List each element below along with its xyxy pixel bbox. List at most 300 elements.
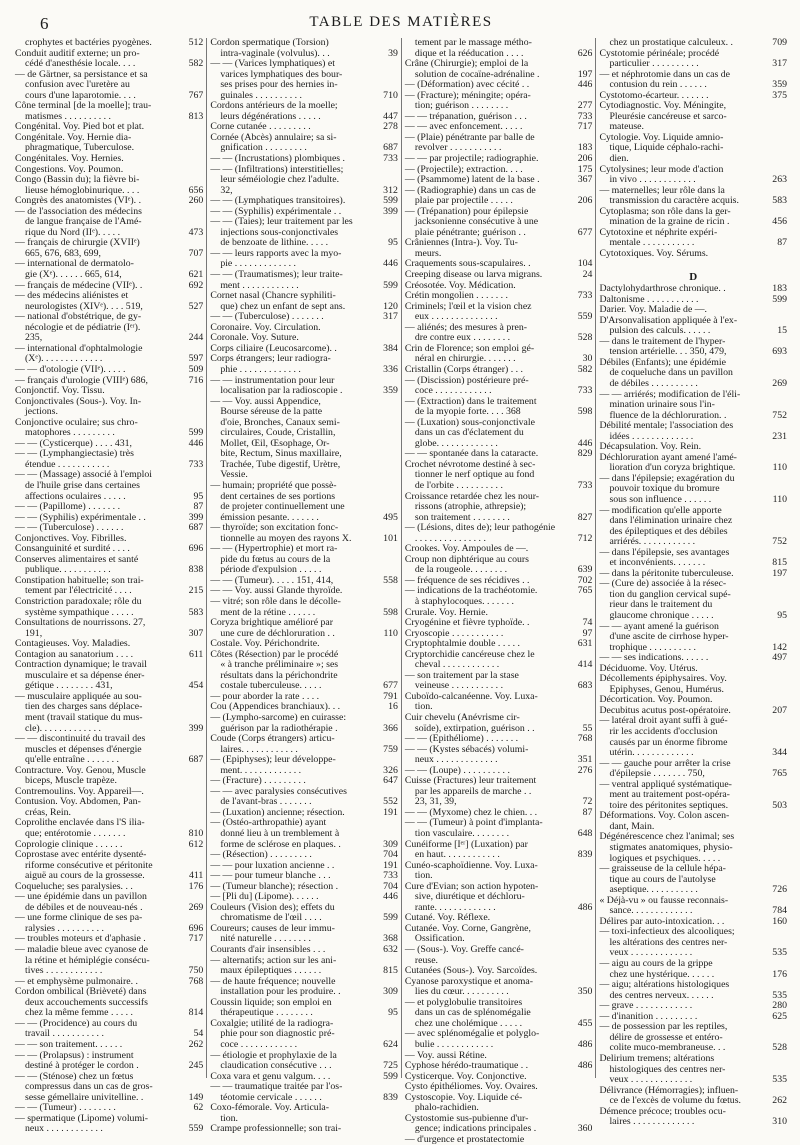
page-ref: 717	[188, 933, 204, 945]
entry-text: donné lieu à un tremblement à	[220, 828, 340, 840]
entry-text: localisation par la radioscopie .	[220, 385, 343, 397]
entry-text: dans l'élimination urinaire chez	[609, 515, 733, 527]
entry-text: Dactylohydarthrose chronique. .	[599, 283, 726, 295]
page-ref: 750	[188, 965, 204, 977]
page-ref: 367	[577, 174, 593, 186]
entry-text: Cytolysines; leur mode d'action	[599, 163, 724, 175]
entry-text: de l'orbite . . . . . . . . . .	[414, 479, 503, 491]
entry-text: de la rougeole. . . . . . . .	[414, 564, 508, 576]
entry-text: arriérés. . . . . . . . . . . .	[609, 536, 696, 548]
entry-text: 23, 31, 39,	[414, 796, 457, 808]
page-ref: 611	[188, 648, 204, 660]
page-ref: 366	[383, 722, 398, 734]
index-entry	[210, 1103, 398, 1114]
entry-text: Cystoscopie. Voy. Liquide cé-	[404, 1091, 523, 1103]
entry-text: Contusion. Voy. Abdomen, Pan-	[15, 796, 141, 808]
entry-text: veux . . . . . . . . . . . . .	[609, 1074, 693, 1086]
entry-text: Cuisse (Fractures) leur traitement	[404, 775, 537, 787]
entry-text: — grave . . . . . . . . . . . .	[599, 1000, 693, 1012]
page-ref: 245	[188, 1060, 204, 1072]
page-ref: 632	[383, 944, 398, 956]
page-ref: 612	[188, 838, 204, 850]
entry-text: Contraction dynamique; le travail	[15, 659, 147, 671]
page-ref: 309	[383, 986, 398, 998]
entry-text: Conjonctives. Voy. Fibrilles.	[15, 532, 127, 544]
entry-text: — musculaire appliquée au sou-	[15, 690, 142, 702]
entry-text: — indications de la trachéotomie.	[404, 585, 538, 597]
entry-text: une cure de déchloruration . .	[220, 627, 335, 639]
entry-text: — étiologie et prophylaxie de la	[210, 1049, 337, 1061]
page-ref: 269	[772, 377, 787, 389]
entry-text: Cytologie. Voy. Liquide amnio-	[599, 131, 724, 143]
page-ref: 446	[383, 258, 398, 270]
entry-text: Cystostomie sus-pubienne d'ur-	[404, 1112, 529, 1124]
page-ref: 829	[577, 448, 593, 460]
entry-text: Cutané. Voy. Réflexe.	[404, 912, 491, 924]
entry-text: — pour aborder la rate . . . .	[210, 690, 320, 702]
entry-text: Côtes (Résection) par le procédé	[210, 648, 339, 660]
page-ref: 120	[383, 300, 398, 312]
entry-text: — de haute fréquence; nouvelle	[210, 975, 336, 987]
index-entry	[405, 692, 593, 703]
entry-text: Coronale. Voy. Suture.	[210, 332, 299, 344]
page-ref: 759	[383, 743, 398, 755]
entry-text: — — (Epithéliome) . . . . . . .	[404, 733, 519, 745]
entry-text: téotomie cervicale . . . . . .	[220, 1091, 322, 1103]
entry-text: — — (Syphilis) expérimentale . .	[210, 205, 342, 217]
entry-text: coce . . . . . . . . . . . .	[220, 1038, 298, 1050]
entry-text: Cutanée. Voy. Corne, Gangrène,	[404, 922, 531, 934]
page-ref: 716	[188, 374, 204, 386]
entry-text: résultats dans la périchondrite	[220, 669, 338, 681]
entry-text: Cornet nasal (Chancre syphiliti-	[210, 290, 336, 302]
entry-text: — — (Myxome) chez le chien. . .	[404, 806, 538, 818]
entry-text: tension artérielle. . . 350, 479,	[609, 346, 727, 358]
page-ref: 350	[577, 986, 593, 998]
page-ref: 97	[582, 627, 593, 639]
entry-text: — aigu; altérations histologiques	[599, 979, 730, 991]
entry-text: globe. . . . . . . . . . . . .	[414, 437, 498, 449]
entry-text: mateuse.	[609, 121, 644, 133]
entry-text: — — traumatique traitée par l'os-	[210, 1081, 343, 1093]
entry-text: contusion du rein . . . . . .	[609, 79, 707, 91]
entry-text: idées . . . . . . . . . . . . .	[609, 430, 694, 442]
page-ref: 696	[188, 543, 204, 555]
entry-text: Crookes. Voy. Ampoules de —.	[404, 543, 529, 555]
page-ref: 486	[577, 1060, 593, 1072]
entry-text: Congrès des anatomistes (VIᵉ). .	[15, 195, 142, 207]
entry-text: eux . . . . . . . . . . . . . .	[414, 311, 498, 323]
entry-text: — — d'otologie (VIIᵉ). . . . .	[15, 363, 126, 375]
entry-text: Cône terminal [de la moelle]; trau-	[15, 100, 152, 112]
index-entry	[210, 1124, 398, 1135]
entry-text: — une épidémie dans un pavillon	[15, 891, 147, 903]
entry-text: soïde), extirpation, guérison . .	[414, 722, 535, 734]
page-ref: 768	[577, 733, 593, 745]
entry-text: Conjonctive oculaire; sus chro-	[15, 416, 138, 428]
entry-text: de projeter continuellement une	[220, 501, 345, 513]
entry-text: — (Discission) postérieure pré-	[404, 374, 529, 386]
page-ref: 647	[383, 775, 398, 787]
entry-text: matophores . . . . . . . . .	[25, 427, 115, 439]
page-ref: 599	[383, 279, 398, 291]
entry-text: dant, Main.	[609, 820, 655, 832]
entry-text: — de l'association des médecins	[15, 205, 142, 217]
page-ref: 838	[188, 564, 204, 576]
page-ref: 446	[577, 79, 593, 91]
entry-text: Cryogénine et fièvre typhoïde. .	[404, 617, 530, 629]
entry-text: — — (Varices lymphatiques) et	[210, 58, 335, 70]
entry-text: Cysticerque. Voy. Conjonctive.	[404, 1070, 527, 1082]
entry-text: période d'expulsion . . . . .	[220, 564, 322, 576]
entry-text: — aigu au cours de la grippe	[599, 958, 713, 970]
page-ref: 696	[188, 922, 204, 934]
page-ref: 733	[577, 110, 593, 122]
entry-text: dent certaines de ses portions	[220, 490, 336, 502]
entry-text: laires . . . . . . . . . . . . .	[609, 1116, 695, 1128]
entry-text: Couleurs (Vision des); effets du	[210, 901, 335, 913]
entry-text: Créosotée. Voy. Médication.	[404, 279, 516, 291]
page-ref: 509	[188, 363, 204, 375]
index-column-4	[595, 37, 790, 1128]
entry-text: chez un prostatique calculeux. .	[609, 37, 733, 48]
entry-text: aiguë au cours de la grossesse.	[25, 870, 145, 882]
entry-text: veineuse . . . . . . . . . . .	[414, 680, 504, 692]
entry-text: émission pesante. . . . . . .	[220, 511, 319, 523]
entry-text: — — gauche pour arrêter la crise	[599, 757, 731, 769]
page-ref: 599	[772, 293, 787, 305]
entry-text: — toxi-infectieux des alcooliques;	[599, 926, 735, 938]
entry-text: les altérations des centres ner-	[609, 936, 728, 948]
page-ref: 368	[383, 933, 398, 945]
entry-text: — — (Infiltrations) interstitielles;	[210, 163, 344, 175]
entry-text: Décapsulation. Voy. Rein.	[599, 441, 702, 453]
page-ref: 687	[188, 522, 204, 534]
page-ref: 768	[188, 975, 204, 987]
entry-text: neux . . . . . . . . . . . . .	[414, 754, 498, 766]
page-ref: 784	[772, 905, 787, 917]
entry-text: trophique . . . . . . . . . .	[609, 641, 696, 653]
entry-text: — français de médecine (VIIᵉ). .	[15, 279, 143, 291]
index-column-3	[401, 37, 596, 1145]
page-ref: 656	[188, 184, 204, 196]
page-ref: 269	[188, 901, 204, 913]
entry-text: — — (Lymphangiectasie) très	[15, 448, 134, 460]
entry-text: Mollet, Œil, Œsophage, Or-	[220, 437, 330, 449]
entry-text: Coude (Corps étrangers) articu-	[210, 733, 335, 745]
entry-text: logiques et psychiques. . . . .	[609, 852, 721, 864]
entry-text: Coprolithe enclavée dans l'S ilia-	[15, 817, 145, 829]
entry-text: dans un cas d'éclatement du	[414, 427, 524, 439]
page-ref: 197	[772, 567, 787, 579]
entry-text: Corne cutanée . . . . . . . . .	[210, 121, 311, 133]
entry-text: Congénitale. Voy. Hernie dia-	[15, 131, 132, 143]
entry-text: 191,	[25, 627, 43, 639]
page-ref: 307	[188, 627, 204, 639]
page-ref: 527	[188, 300, 204, 312]
page-ref: 183	[772, 283, 787, 295]
entry-text: sesse gémellaire univitelline. .	[25, 1091, 144, 1103]
entry-text: « Déjà-vu » ou fausse reconnais-	[599, 894, 729, 906]
entry-text: Délires par auto-intoxication. . .	[599, 915, 725, 927]
entry-text: Coxo-fémorale. Voy. Articula-	[210, 1102, 330, 1114]
entry-text: meurs.	[414, 247, 442, 259]
entry-text: Débilité mentale; l'association des	[599, 420, 734, 432]
entry-text: Criminels; l'œil et la vision chez	[404, 300, 532, 312]
entry-text: la rétine et hémiplégie consécu-	[25, 954, 150, 966]
entry-text: de benzoate de lithine. . . . .	[220, 237, 329, 249]
index-entry	[405, 1135, 593, 1145]
entry-text: injections sous-conjonctivales	[220, 226, 339, 238]
entry-text: confusion avec l'uretère au	[25, 79, 130, 91]
page-ref: 582	[577, 363, 593, 375]
page-ref: 399	[188, 722, 204, 734]
entry-text: Délivrance (Hémorragies); influen-	[599, 1084, 739, 1096]
entry-text: Delirium tremens; altérations	[599, 1052, 715, 1064]
page-ref: 375	[772, 89, 787, 101]
entry-text: Cyanose paroxystique et anoma-	[404, 975, 534, 987]
entry-text: riforme consécutive et péritonite	[25, 859, 153, 871]
entry-text: chez une cholémique . . . . .	[414, 1017, 523, 1029]
entry-text: — — (Taies); leur traitement par les	[210, 216, 353, 228]
entry-text: Bourse séreuse de la patte	[220, 406, 323, 418]
page-ref: 687	[188, 754, 204, 766]
page-ref: 733	[577, 385, 593, 397]
entry-text: Crâniennes (Intra-). Voy. Tu-	[404, 237, 518, 249]
entry-text: Corps étrangers; leur radiogra-	[210, 353, 331, 365]
entry-text: — — (Tuberculose) . . . . . .	[15, 522, 124, 534]
entry-text: — (Luxation) sous-conjonctivale	[404, 416, 535, 428]
page-ref: 839	[577, 849, 593, 861]
entry-text: Cyphose hérédo-traumatique . .	[404, 1060, 529, 1072]
page-ref: 176	[772, 968, 787, 980]
entry-text: — [Pli du] (Lipome). . . . . .	[210, 891, 319, 903]
entry-text: — français d'urologie (VIIIᵉ) 686,	[15, 374, 148, 386]
entry-text: phalo-rachidien.	[414, 1102, 479, 1114]
entry-text: de coqueluche dans un pavillon	[609, 367, 733, 379]
page-ref: 277	[577, 100, 593, 112]
entry-text: tives . . . . . . . . . . . .	[25, 965, 103, 977]
entry-text: — Voy. aussi Rétine.	[404, 1049, 487, 1061]
page-ref: 276	[577, 764, 593, 776]
entry-text: — (Déformation) avec cécité . .	[404, 79, 530, 91]
entry-text: — de Gärtner, sa persistance et sa	[15, 68, 148, 80]
page-ref: 87	[582, 806, 593, 818]
entry-text: cédé d'anesthésie locale. . . .	[25, 58, 136, 70]
entry-text: musculaire et sa dépense éner-	[25, 669, 145, 681]
entry-text: — dans le traitement de l'hyper-	[599, 335, 726, 347]
entry-text: — — instrumentation pour leur	[210, 374, 335, 386]
entry-text: Constipation habituelle; son trai-	[15, 574, 144, 586]
entry-text: — — spontanée dans la cataracte.	[404, 448, 539, 460]
page-ref: 15	[777, 325, 787, 337]
entry-text: à staphylocoques. . . . . . .	[414, 595, 514, 607]
entry-text: guinales . . . . . . . . . .	[220, 89, 302, 101]
entry-text: 32,	[220, 184, 233, 196]
entry-text: de langue française de l'Amé-	[25, 216, 142, 228]
entry-text: Courants d'air insensibles . . .	[210, 944, 326, 956]
page-ref: 244	[188, 332, 204, 344]
entry-text: — (Sous-). Voy. Greffe cancé-	[404, 944, 524, 956]
entry-text: Décollements épiphysaires. Voy.	[599, 673, 727, 685]
page-ref: 280	[772, 1000, 787, 1012]
entry-text: gétique . . . . . . . . 431,	[25, 680, 113, 692]
entry-text: Débiles (Enfants); une épidémie	[599, 356, 726, 368]
entry-text: bulie . . . . . . . . . . . .	[414, 1038, 494, 1050]
entry-text: Démence précoce; troubles ocu-	[599, 1105, 726, 1117]
page-ref: 733	[383, 870, 398, 882]
page-ref: 528	[772, 1042, 787, 1054]
entry-text: Cutanées (Sous-). Voy. Sarcoïdes.	[404, 965, 538, 977]
entry-text: Cystotomie périnéale; procédé	[599, 47, 720, 59]
entry-text: de l'huile grise dans certaines	[25, 479, 140, 491]
page-ref: 310	[772, 1116, 787, 1128]
page-ref: 558	[383, 574, 398, 586]
page-ref: 191	[383, 859, 398, 871]
entry-text: tion.	[414, 870, 433, 882]
entry-text: — dans l'épilepsie; exagération du	[599, 472, 735, 484]
page-ref: 447	[383, 110, 398, 122]
page-ref: 87	[777, 237, 787, 249]
entry-text: jections.	[25, 406, 58, 418]
entry-text: Coronaire. Voy. Circulation.	[210, 321, 321, 333]
entry-text: sous son influence . . . . . .	[609, 493, 712, 505]
entry-text: Conserves alimentaires et santé	[15, 553, 139, 565]
page-ref: 326	[383, 764, 398, 776]
entry-text: — (Epiphyses); leur développe-	[210, 754, 336, 766]
section-letter: D	[689, 271, 698, 284]
entry-text: — (Luxation) ancienne; résection.	[210, 806, 345, 818]
page-ref: 497	[772, 652, 787, 664]
entry-text: lioration d'un coryza brightique.	[609, 462, 736, 474]
page-ref: 486	[577, 901, 593, 913]
page-ref: 598	[577, 406, 593, 418]
entry-text: — vitré; son rôle dans le décolle-	[210, 595, 341, 607]
entry-text: laires. . . . . . . . . . . .	[220, 743, 298, 755]
entry-text: Dégénérescence chez l'animal; ses	[599, 831, 735, 843]
entry-text: tion; guérison . . . . . . . .	[414, 100, 509, 112]
page-ref: 399	[188, 511, 204, 523]
entry-text: — — (Massage) associé à l'emploi	[15, 469, 152, 481]
page-ref: 631	[577, 638, 593, 650]
entry-text: lieuse hémoglobinurique. . . .	[25, 184, 140, 196]
entry-text: — — (Papillome) . . . . . . .	[15, 501, 121, 513]
entry-text: ment au traitement post-opéra-	[609, 789, 730, 801]
entry-text: son traitement . . . . . . . .	[414, 511, 510, 523]
entry-text: — maternelles; leur rôle dans la	[599, 184, 725, 196]
entry-text: — — Voy. aussi Glande thyroïde.	[210, 585, 343, 597]
page-ref: 176	[188, 880, 204, 892]
entry-text: Conjonctivales (Sous-). Voy. In-	[15, 395, 142, 407]
entry-text: — — (Syphilis) expérimentale . .	[15, 511, 146, 523]
page-ref: 677	[383, 680, 398, 692]
entry-text: intra-vaginale (volvulus). . .	[220, 47, 330, 59]
entry-text: reuse.	[414, 954, 438, 966]
entry-text: — — (Kystes sébacés) volumi-	[404, 743, 529, 755]
page-title: TABLE DES MATIÈRES	[309, 14, 493, 30]
page-ref: 263	[772, 174, 787, 186]
entry-text: — — (Tumeur) . . . . . . . .	[15, 1102, 116, 1114]
entry-text: rique du Nord (IIᵉ). . . . .	[25, 226, 121, 238]
entry-text: aseptique. . . . . . . . . . .	[609, 884, 698, 896]
page-ref: 191	[383, 806, 398, 818]
entry-text: Crochet névrotome destiné à sec-	[404, 458, 536, 470]
entry-text: ses prises pour des hernies in-	[220, 79, 338, 91]
entry-text: Pleurésie cancéreuse et sarco-	[609, 110, 727, 122]
entry-text: glaucome chronique . . . . .	[609, 609, 714, 621]
entry-text: fluence de la déchloruration. .	[609, 409, 727, 421]
entry-text: — — (Loupe) . . . . . . . . . .	[404, 764, 510, 776]
entry-text: . . . . . . . . . . . . . . .	[414, 532, 486, 544]
entry-text: Trachée, Tube digestif, Urètre,	[220, 458, 341, 470]
entry-text: — — avec enfoncement. . . . .	[404, 121, 523, 133]
entry-text: — son traitement par la stase	[404, 669, 519, 681]
entry-text: Coqueluche; ses paralysies. . .	[15, 880, 133, 892]
entry-text: phie pour son diagnostic pré-	[220, 1028, 335, 1040]
entry-text: Cunéo-scaphoïdienne. Voy. Luxa-	[404, 859, 538, 871]
page-ref: 278	[383, 121, 398, 133]
page-ref: 55	[582, 722, 593, 734]
page-ref: 639	[577, 564, 593, 576]
page-ref: 693	[772, 346, 787, 358]
index-entry	[15, 323, 203, 334]
page-ref: 446	[577, 437, 593, 449]
page-ref: 726	[772, 884, 787, 896]
entry-text: — — (Tuberculose) . . . . . . .	[210, 311, 324, 323]
entry-text: — (Résection) . . . . . . . . .	[210, 849, 312, 861]
entry-text: neux . . . . . . . . . . . .	[25, 1123, 103, 1135]
entry-text: gnification . . . . . . . . .	[220, 142, 307, 154]
entry-text: revolver . . . . . . . . . . .	[414, 142, 502, 154]
page-ref: 624	[383, 1038, 398, 1050]
page-ref: 512	[188, 37, 204, 48]
index-column-1	[12, 37, 206, 1135]
entry-text: — ventral appliqué systématique-	[599, 778, 732, 790]
entry-text: Congénitales. Voy. Hernies.	[15, 153, 124, 165]
entry-text: néral en chirurgie. . . . . . .	[414, 353, 516, 365]
entry-text: — alternatifs; action sur les ani-	[210, 954, 337, 966]
entry-text: Cordon ombilical (Brièveté) dans	[15, 986, 147, 998]
entry-text: en haut. . . . . . . . . . . .	[414, 849, 500, 861]
entry-text: Cunéiforme [Iᵉʳ] (Luxation) par	[404, 838, 528, 850]
entry-text: — fréquence de ses récidives . .	[404, 574, 530, 586]
entry-text: particulier . . . . . . . . . .	[609, 58, 699, 70]
entry-text: ment de la rétine . . . . . .	[220, 606, 316, 618]
entry-text: — (Fracture); méningite; opéra-	[404, 89, 531, 101]
entry-text: — — (Lymphatiques transitoires).	[210, 195, 346, 207]
entry-text: Corps ciliaire (Leucosarcome). .	[210, 342, 337, 354]
page-ref: 765	[772, 768, 787, 780]
page-ref: 215	[188, 585, 204, 597]
entry-text: ment. . . . . . . . . . . . .	[220, 764, 302, 776]
page-ref: 625	[772, 1010, 787, 1022]
entry-text: que; entérotomie . . . . . . .	[25, 828, 126, 840]
entry-text: Crâne (Chirurgie); emploi de la	[404, 58, 529, 70]
entry-text: jacksonienne consécutive à une	[414, 216, 539, 228]
page-ref: 810	[188, 828, 204, 840]
page-ref: 309	[383, 838, 398, 850]
entry-text: tion.	[414, 701, 433, 713]
entry-text: pide du fœtus au cours de la	[220, 553, 331, 565]
entry-text: dre contre eux . . . . . . . .	[414, 332, 511, 344]
page-ref: 344	[772, 747, 787, 759]
page-ref: 72	[582, 796, 593, 808]
entry-text: Congo (Bassin du); la fièvre bi-	[15, 174, 140, 186]
page-ref: 791	[383, 690, 398, 702]
entry-text: — — (Hypertrophie) et mort ra-	[210, 543, 338, 555]
entry-text: tionnelle au moyen des rayons X.	[220, 532, 352, 544]
page-ref: 503	[772, 799, 787, 811]
